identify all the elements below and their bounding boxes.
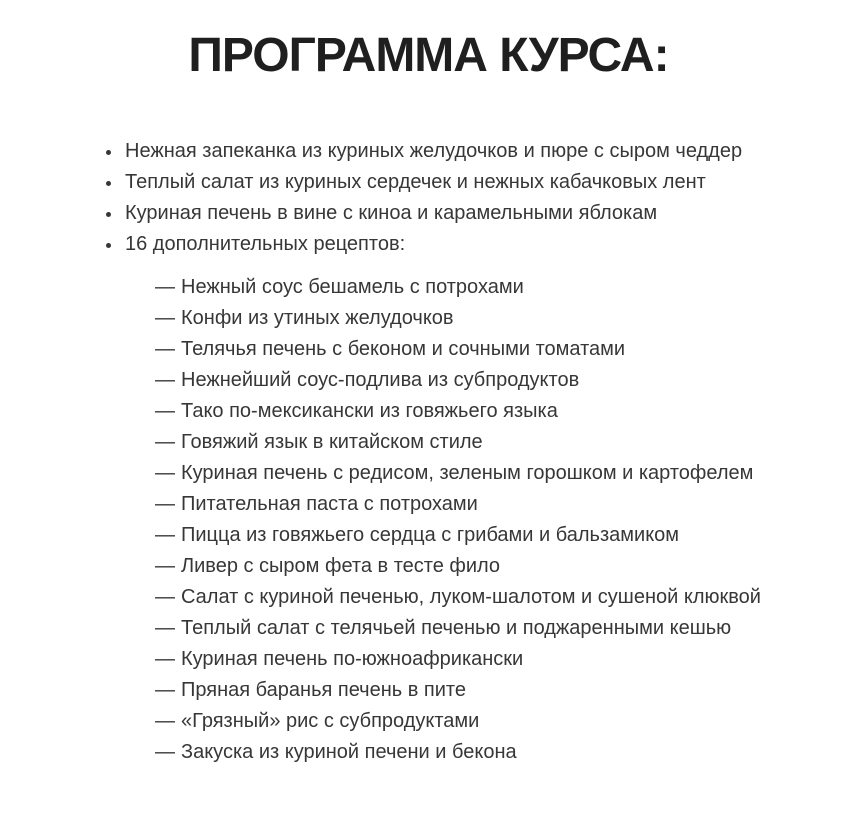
list-item bbox=[0, 675, 857, 706]
list-item bbox=[0, 396, 857, 427]
list-item-label: Нежнейший соус-подлива из субпродуктов bbox=[181, 369, 580, 391]
list-item bbox=[0, 303, 857, 334]
page-title: ПРОГРАММА КУРСА: bbox=[188, 29, 669, 82]
list-item-label: Конфи из утиных желудочков bbox=[181, 307, 454, 329]
dash-marker: — bbox=[155, 431, 175, 453]
bullet-dot-icon bbox=[106, 212, 111, 217]
dash-marker: — bbox=[155, 307, 175, 329]
list-item-label: Теплый салат с телячьей печенью и поджаренными кешью bbox=[181, 617, 732, 639]
bullet-dot-icon bbox=[106, 150, 111, 155]
dash-marker: — bbox=[155, 710, 175, 732]
list-item-label: «Грязный» рис с субпродуктами bbox=[181, 710, 480, 732]
list-item bbox=[0, 334, 857, 365]
list-item bbox=[0, 551, 857, 582]
dash-marker: — bbox=[155, 648, 175, 670]
list-item-label: Тако по-мексикански из говяжьего языка bbox=[181, 400, 558, 422]
list-item bbox=[0, 136, 857, 167]
list-item-label: Пицца из говяжьего сердца с грибами и бальзамиком bbox=[181, 524, 680, 546]
list-item-label: Нежный соус бешамель с потрохами bbox=[181, 276, 524, 298]
dash-marker: — bbox=[155, 338, 175, 360]
list-item bbox=[0, 458, 857, 489]
dash-marker: — bbox=[155, 400, 175, 422]
list-item-label: Теплый салат из куриных сердечек и нежных кабачковых лент bbox=[125, 171, 706, 193]
list-item bbox=[0, 489, 857, 520]
dash-marker: — bbox=[155, 276, 175, 298]
dash-marker: — bbox=[155, 617, 175, 639]
bullet-dot-icon bbox=[106, 181, 111, 186]
dash-marker: — bbox=[155, 462, 175, 484]
list-item bbox=[0, 365, 857, 396]
list-item bbox=[0, 706, 857, 737]
list-item bbox=[0, 272, 857, 303]
dash-marker: — bbox=[155, 369, 175, 391]
list-item-label: 16 дополнительных рецептов: bbox=[125, 233, 406, 255]
list-item-label: Куриная печень по-южноафрикански bbox=[181, 648, 524, 670]
list-item bbox=[0, 644, 857, 675]
list-item-label: Говяжий язык в китайском стиле bbox=[181, 431, 483, 453]
list-item bbox=[0, 613, 857, 644]
list-item bbox=[0, 737, 857, 768]
dash-marker: — bbox=[155, 586, 175, 608]
dash-marker: — bbox=[155, 741, 175, 763]
course-bullet-list bbox=[0, 136, 857, 260]
list-item-label: Ливер с сыром фета в тесте фило bbox=[181, 555, 501, 577]
list-item-label: Телячья печень с беконом и сочными томатами bbox=[181, 338, 626, 360]
dash-marker: — bbox=[155, 679, 175, 701]
list-item-label: Куриная печень с редисом, зеленым горошком и картофелем bbox=[181, 462, 754, 484]
dash-marker: — bbox=[155, 493, 175, 515]
list-item bbox=[0, 427, 857, 458]
list-item bbox=[0, 167, 857, 198]
list-item-label: Нежная запеканка из куриных желудочков и пюре с сыром чеддер bbox=[125, 140, 743, 162]
dash-marker: — bbox=[155, 555, 175, 577]
bullet-dot-icon bbox=[106, 243, 111, 248]
list-item-label: Куриная печень в вине с киноа и карамельными яблокам bbox=[125, 202, 658, 224]
list-item bbox=[0, 229, 857, 260]
list-item-label: Питательная паста с потрохами bbox=[181, 493, 478, 515]
list-item-label: Пряная баранья печень в пите bbox=[181, 679, 466, 701]
list-item-label: Салат с куриной печенью, луком-шалотом и сушеной клюквой bbox=[181, 586, 761, 608]
additional-recipes-list bbox=[0, 272, 857, 768]
list-item bbox=[0, 582, 857, 613]
dash-marker: — bbox=[155, 524, 175, 546]
list-item bbox=[0, 198, 857, 229]
list-item bbox=[0, 520, 857, 551]
list-item-label: Закуска из куриной печени и бекона bbox=[181, 741, 517, 763]
